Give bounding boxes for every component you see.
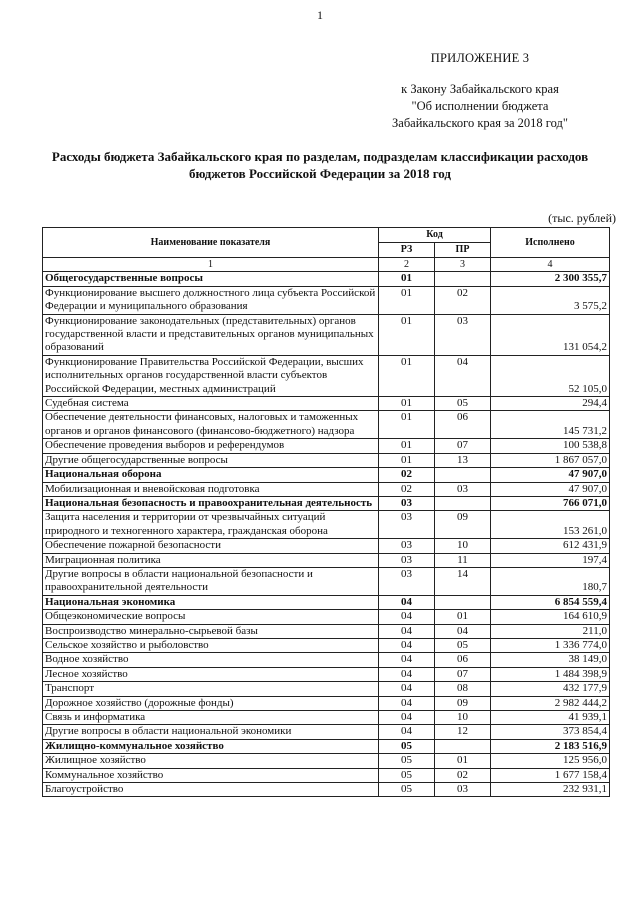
row-name: Функционирование Правительства Российской Федерации, высших исполнительных органов государственной власти субъектов Российской Федерации, местных администраций — [43, 355, 379, 396]
row-pr-code: 13 — [435, 453, 491, 467]
row-rz-code: 05 — [379, 768, 435, 782]
document-title: Расходы бюджета Забайкальского края по разделам, подразделам классификации расходов бюджетов Российской Федерации за 2018 год — [51, 149, 589, 181]
row-name: Связь и информатика — [43, 711, 379, 725]
section-row — [43, 496, 610, 510]
row-pr-code — [435, 468, 491, 482]
row-value: 47 907,0 — [491, 468, 610, 482]
row-name: Сельское хозяйство и рыболовство — [43, 638, 379, 652]
row-value: 6 854 559,4 — [491, 595, 610, 609]
row-rz-code: 01 — [379, 272, 435, 286]
table-row — [43, 286, 610, 314]
row-rz-code: 03 — [379, 511, 435, 539]
row-pr-code: 03 — [435, 482, 491, 496]
table-row — [43, 439, 610, 453]
row-pr-code: 10 — [435, 539, 491, 553]
row-rz-code: 05 — [379, 739, 435, 753]
row-value: 373 854,4 — [491, 725, 610, 739]
table-row — [43, 567, 610, 595]
row-rz-code: 01 — [379, 314, 435, 355]
row-name: Жилищное хозяйство — [43, 754, 379, 768]
table-row — [43, 653, 610, 667]
row-pr-code: 09 — [435, 696, 491, 710]
table-row — [43, 610, 610, 624]
row-rz-code: 01 — [379, 439, 435, 453]
table-row — [43, 754, 610, 768]
row-rz-code: 04 — [379, 653, 435, 667]
row-pr-code: 12 — [435, 725, 491, 739]
row-rz-code: 01 — [379, 411, 435, 439]
row-pr-code: 07 — [435, 667, 491, 681]
row-value: 432 177,9 — [491, 682, 610, 696]
row-name: Общеэкономические вопросы — [43, 610, 379, 624]
row-pr-code: 09 — [435, 511, 491, 539]
row-value: 232 931,1 — [491, 783, 610, 797]
table-row — [43, 667, 610, 681]
row-pr-code: 06 — [435, 411, 491, 439]
row-pr-code: 03 — [435, 314, 491, 355]
row-pr-code: 07 — [435, 439, 491, 453]
row-rz-code: 02 — [379, 468, 435, 482]
row-value: 125 956,0 — [491, 754, 610, 768]
section-row — [43, 272, 610, 286]
row-pr-code — [435, 595, 491, 609]
row-value: 2 300 355,7 — [491, 272, 610, 286]
table-row — [43, 725, 610, 739]
table-body — [43, 258, 610, 797]
row-rz-code: 02 — [379, 482, 435, 496]
appendix-reference — [360, 81, 600, 132]
row-pr-code: 02 — [435, 768, 491, 782]
row-pr-code: 06 — [435, 653, 491, 667]
row-name: Функционирование высшего должностного лица субъекта Российской Федерации и муниципального образования — [43, 286, 379, 314]
appendix-title: ПРИЛОЖЕНИЕ 3 — [430, 51, 530, 65]
row-rz-code: 04 — [379, 638, 435, 652]
table-row — [43, 638, 610, 652]
column-number: 1 — [43, 258, 379, 272]
row-name: Национальная оборона — [43, 468, 379, 482]
row-rz-code: 04 — [379, 711, 435, 725]
row-name: Жилищно-коммунальное хозяйство — [43, 739, 379, 753]
row-value: 612 431,9 — [491, 539, 610, 553]
table-row — [43, 696, 610, 710]
row-value: 2 982 444,2 — [491, 696, 610, 710]
header-pr: ПР — [435, 243, 491, 258]
table-row — [43, 553, 610, 567]
header-executed: Исполнено — [491, 228, 610, 258]
row-value: 211,0 — [491, 624, 610, 638]
row-pr-code: 11 — [435, 553, 491, 567]
table-row — [43, 539, 610, 553]
row-name: Дорожное хозяйство (дорожные фонды) — [43, 696, 379, 710]
row-rz-code: 03 — [379, 539, 435, 553]
row-value: 1 677 158,4 — [491, 768, 610, 782]
row-rz-code: 03 — [379, 567, 435, 595]
column-number: 2 — [379, 258, 435, 272]
appendix-line-3: Забайкальского края за 2018 год" — [392, 116, 568, 130]
row-name: Коммунальное хозяйство — [43, 768, 379, 782]
row-value: 52 105,0 — [491, 355, 610, 396]
column-number: 4 — [491, 258, 610, 272]
row-rz-code: 04 — [379, 624, 435, 638]
column-numbers-row — [43, 258, 610, 272]
expenditure-table — [42, 227, 610, 797]
section-row — [43, 468, 610, 482]
row-value: 164 610,9 — [491, 610, 610, 624]
row-value: 100 538,8 — [491, 439, 610, 453]
table-row — [43, 711, 610, 725]
row-name: Национальная экономика — [43, 595, 379, 609]
row-rz-code: 05 — [379, 754, 435, 768]
row-rz-code: 01 — [379, 397, 435, 411]
row-rz-code: 03 — [379, 496, 435, 510]
row-pr-code: 05 — [435, 397, 491, 411]
appendix-line-1: к Закону Забайкальского края — [401, 82, 559, 96]
row-name: Другие общегосударственные вопросы — [43, 453, 379, 467]
row-pr-code: 14 — [435, 567, 491, 595]
column-number: 3 — [435, 258, 491, 272]
header-rz: РЗ — [379, 243, 435, 258]
row-name: Миграционная политика — [43, 553, 379, 567]
units-label: (тыс. рублей) — [548, 211, 616, 225]
row-name: Обеспечение пожарной безопасности — [43, 539, 379, 553]
row-pr-code: 01 — [435, 754, 491, 768]
page-number: 1 — [317, 8, 323, 22]
row-name: Другие вопросы в области национальной безопасности и правоохранительной деятельности — [43, 567, 379, 595]
table-row — [43, 783, 610, 797]
row-pr-code: 04 — [435, 624, 491, 638]
row-rz-code: 01 — [379, 453, 435, 467]
header-name: Наименование показателя — [43, 228, 379, 258]
row-value: 153 261,0 — [491, 511, 610, 539]
row-value: 2 183 516,9 — [491, 739, 610, 753]
row-name: Общегосударственные вопросы — [43, 272, 379, 286]
row-name: Воспроизводство минерально-сырьевой базы — [43, 624, 379, 638]
row-value: 766 071,0 — [491, 496, 610, 510]
table-row — [43, 314, 610, 355]
table-row — [43, 355, 610, 396]
row-rz-code: 03 — [379, 553, 435, 567]
row-value: 41 939,1 — [491, 711, 610, 725]
row-name: Благоустройство — [43, 783, 379, 797]
row-value: 294,4 — [491, 397, 610, 411]
header-code: Код — [379, 228, 491, 243]
table-row — [43, 397, 610, 411]
table-row — [43, 768, 610, 782]
row-rz-code: 01 — [379, 286, 435, 314]
row-value: 180,7 — [491, 567, 610, 595]
appendix-block — [360, 50, 600, 132]
row-value: 1 336 774,0 — [491, 638, 610, 652]
row-rz-code: 04 — [379, 595, 435, 609]
row-rz-code: 01 — [379, 355, 435, 396]
row-value: 1 484 398,9 — [491, 667, 610, 681]
row-pr-code: 03 — [435, 783, 491, 797]
row-name: Другие вопросы в области национальной экономики — [43, 725, 379, 739]
row-rz-code: 05 — [379, 783, 435, 797]
row-name: Функционирование законодательных (представительных) органов государственной власти и представительных органов муниципальных образований — [43, 314, 379, 355]
row-name: Защита населения и территории от чрезвычайных ситуаций природного и техногенного характера, гражданская оборона — [43, 511, 379, 539]
table-row — [43, 411, 610, 439]
row-pr-code: 04 — [435, 355, 491, 396]
row-rz-code: 04 — [379, 682, 435, 696]
row-pr-code — [435, 272, 491, 286]
row-pr-code: 05 — [435, 638, 491, 652]
row-value: 1 867 057,0 — [491, 453, 610, 467]
row-pr-code: 01 — [435, 610, 491, 624]
row-pr-code — [435, 496, 491, 510]
row-value: 3 575,2 — [491, 286, 610, 314]
row-rz-code: 04 — [379, 667, 435, 681]
table-row — [43, 624, 610, 638]
row-name: Национальная безопасность и правоохранительная деятельность — [43, 496, 379, 510]
row-name: Транспорт — [43, 682, 379, 696]
row-value: 197,4 — [491, 553, 610, 567]
row-value: 38 149,0 — [491, 653, 610, 667]
table-row — [43, 682, 610, 696]
table-row — [43, 453, 610, 467]
section-row — [43, 595, 610, 609]
table-row — [43, 482, 610, 496]
row-pr-code — [435, 739, 491, 753]
row-name: Лесное хозяйство — [43, 667, 379, 681]
row-pr-code: 08 — [435, 682, 491, 696]
row-name: Обеспечение проведения выборов и референдумов — [43, 439, 379, 453]
row-pr-code: 10 — [435, 711, 491, 725]
table-row — [43, 511, 610, 539]
row-name: Водное хозяйство — [43, 653, 379, 667]
row-rz-code: 04 — [379, 610, 435, 624]
row-pr-code: 02 — [435, 286, 491, 314]
appendix-line-2: "Об исполнении бюджета — [411, 99, 549, 113]
section-row — [43, 739, 610, 753]
row-rz-code: 04 — [379, 725, 435, 739]
row-value: 145 731,2 — [491, 411, 610, 439]
row-name: Судебная система — [43, 397, 379, 411]
row-name: Мобилизационная и вневойсковая подготовка — [43, 482, 379, 496]
row-value: 47 907,0 — [491, 482, 610, 496]
row-rz-code: 04 — [379, 696, 435, 710]
row-name: Обеспечение деятельности финансовых, налоговых и таможенных органов и органов финансового (финансово-бюджетного) надзора — [43, 411, 379, 439]
row-value: 131 054,2 — [491, 314, 610, 355]
